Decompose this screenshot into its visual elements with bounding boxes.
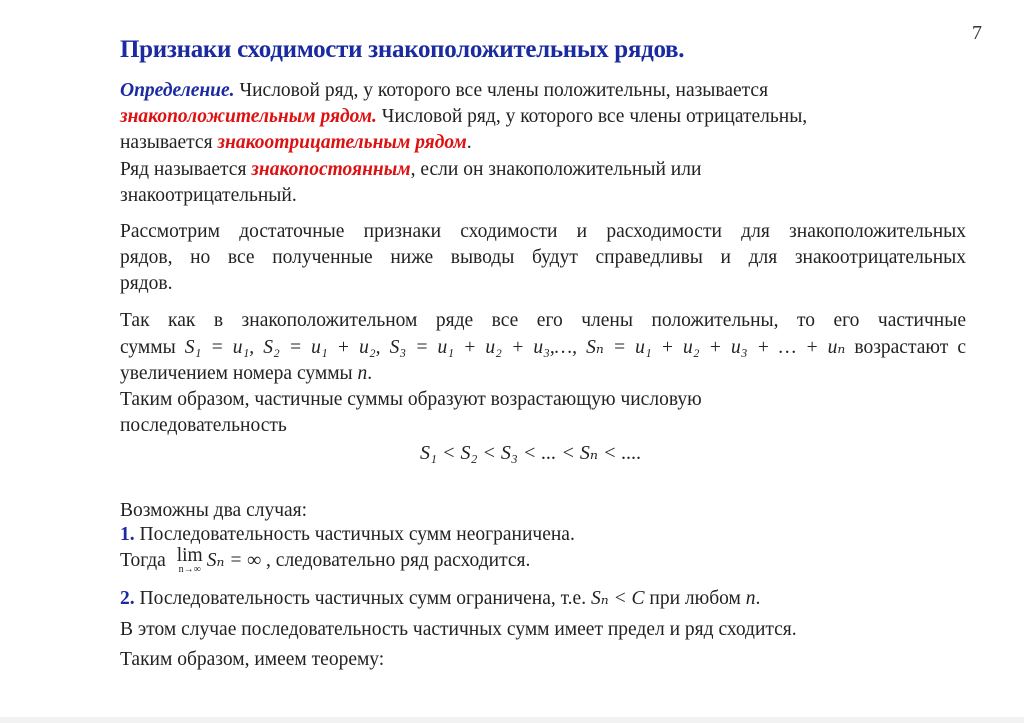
text: суммы <box>120 337 185 358</box>
para3-line-5: последовательность <box>120 415 287 436</box>
para3-line-4: Таким образом, частичные суммы образуют возрастающую числовую <box>120 389 702 410</box>
cases-intro: Возможны два случая: <box>120 500 308 521</box>
para2-line-1: Рассмотрим достаточные признаки сходимости и расходимости для знакоположительных <box>120 221 966 242</box>
text: Ряд называется <box>120 159 252 180</box>
lim-text: lim <box>176 545 203 566</box>
definition-label: Определение. <box>120 80 235 101</box>
term-positive-series: знакоположительным рядом. <box>120 106 377 127</box>
math-n: n <box>745 588 756 609</box>
text: , если он знакоположительный или <box>410 159 702 180</box>
definition-line-4 <box>120 158 701 182</box>
text: называется <box>120 132 218 153</box>
text: Последовательность частичных сумм неограничена. <box>134 524 575 545</box>
text: Последовательность частичных сумм ограничена, т.е. <box>134 588 591 609</box>
para2-line-3: рядов. <box>120 273 173 294</box>
lim-subscript: n→∞ <box>178 564 201 575</box>
text: , следовательно ряд расходится. <box>261 550 531 571</box>
limit-operator <box>176 545 203 577</box>
text: при любом <box>644 588 746 609</box>
para3-line-2 <box>120 336 966 360</box>
limit-formula: Sₙ = ∞ <box>206 550 262 571</box>
definition-line-5: знакоотрицательный. <box>120 185 297 206</box>
para2-line-2: рядов, но все полученные ниже выводы будут справедливы и для знакоотрицательных <box>120 247 966 268</box>
definition-line-2 <box>120 105 807 129</box>
definition-line-3 <box>120 131 472 155</box>
text: Тогда <box>120 550 171 571</box>
case-1-consequence <box>120 545 531 577</box>
text: . <box>466 132 472 153</box>
text: Числовой ряд, у которого все члены отрицательны, <box>376 106 808 127</box>
text: . <box>367 363 373 384</box>
text: возрастают с <box>845 337 966 358</box>
para3-line-1: Так как в знакоположительном ряде все его члены положительны, то его частичные <box>120 310 966 331</box>
para3-line-3 <box>120 362 372 386</box>
term-constant-sign: знакопостоянным <box>251 159 411 180</box>
slide-title: Признаки сходимости знакоположительных рядов. <box>120 36 685 63</box>
partial-sums-formula: S₁ = u₁, S₂ = u₁ + u₂, S₃ = u₁ + u₂ + u₃,…, Sₙ = u₁ + u₂ + u₃ + … + uₙ <box>184 337 846 358</box>
text: . <box>755 588 761 609</box>
bounded-formula: Sₙ < C <box>590 588 645 609</box>
page-number: 7 <box>972 22 982 44</box>
case-1 <box>120 523 575 547</box>
case-2-number: 2. <box>120 588 135 609</box>
text: увеличением номера суммы <box>120 363 358 384</box>
convergence-line: В этом случае последовательность частичных сумм имеет предел и ряд сходится. <box>120 619 797 640</box>
increasing-sequence-formula: S₁ < S₂ < S₃ < ... < Sₙ < .... <box>420 442 642 464</box>
case-1-number: 1. <box>120 524 135 545</box>
math-n: n <box>357 363 368 384</box>
text: Числовой ряд, у которого все члены положительны, называется <box>234 80 769 101</box>
term-negative-series: знакоотрицательным рядом <box>217 132 467 153</box>
definition-line-1 <box>120 79 768 103</box>
case-2 <box>120 587 760 611</box>
theorem-line: Таким образом, имеем теорему: <box>120 649 385 670</box>
